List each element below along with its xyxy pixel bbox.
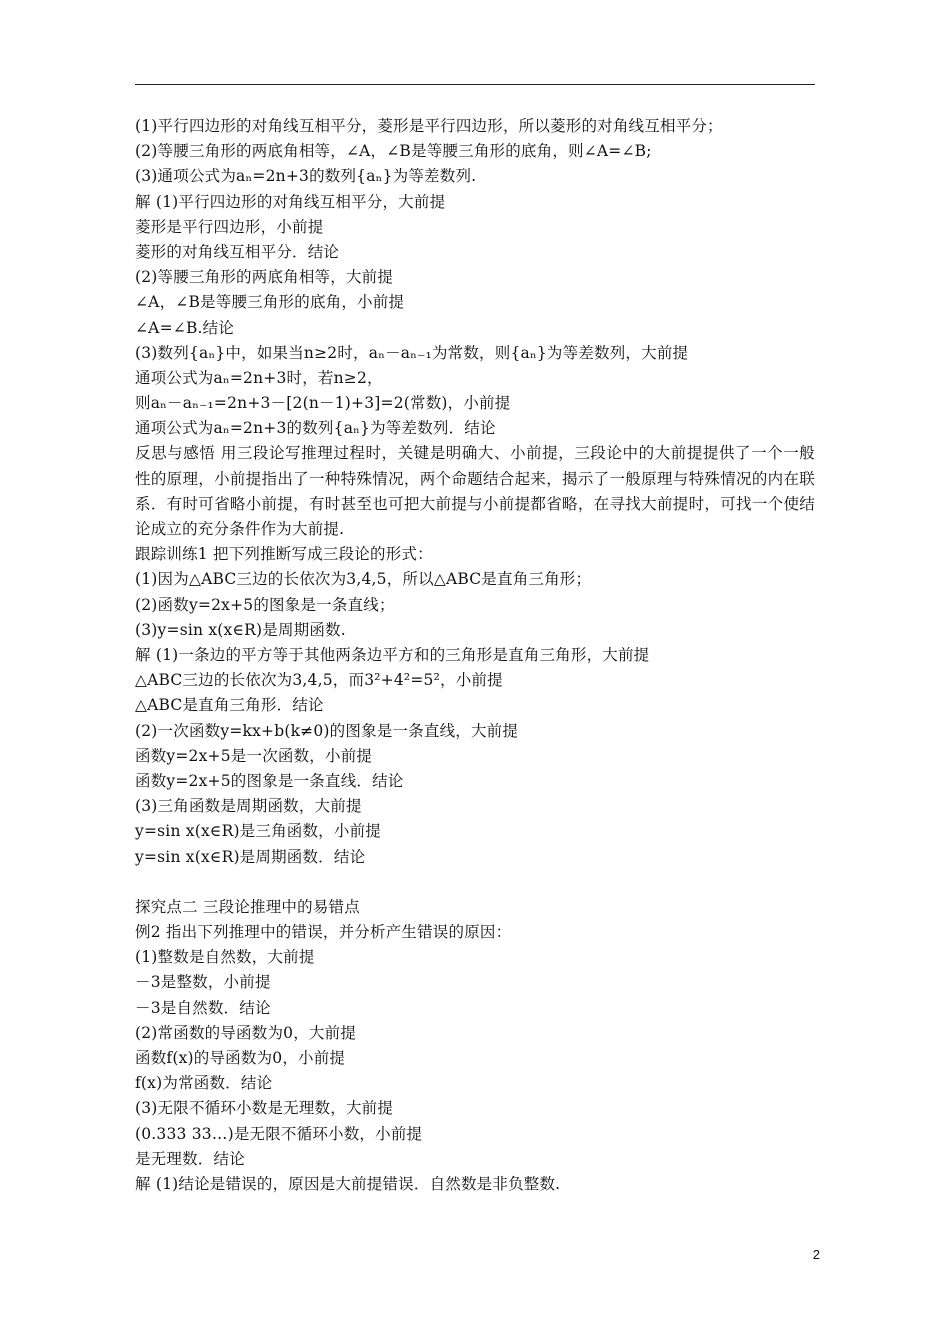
reflection-paragraph: 反思与感悟 用三段论写推理过程时，关键是明确大、小前提，三段论中的大前提提供了一个一般性的原理，小前提指出了一种特殊情况，两个命题结合起来，揭示了一般原理与特殊情况的内在联系．有时可省略小前提，有时甚至也可把大前提与小前提都省略，在寻找大前提时，可找一个使结论成立的充分条件作为大前提. <box>135 444 815 539</box>
page-number: 2 <box>812 1247 820 1262</box>
text-line: 解 (1)结论是错误的，原因是大前提错误．自然数是非负整数. <box>135 1174 561 1193</box>
text-line: (0.333 33…)是无限不循环小数，小前提 <box>135 1124 423 1143</box>
text-line: △ABC三边的长依次为3,4,5，而3²+4²=5²，小前提 <box>135 671 503 690</box>
text-line: (1)因为△ABC三边的长依次为3,4,5，所以△ABC是直角三角形； <box>135 570 592 589</box>
text-line: (3)三角函数是周期函数，大前提 <box>135 797 362 816</box>
text-line: (2)常函数的导函数为0，大前提 <box>135 1023 357 1042</box>
text-line: ∠A，∠B是等腰三角形的底角，小前提 <box>135 293 405 312</box>
text-line: (2)等腰三角形的两底角相等，大前提 <box>135 268 394 287</box>
text-line: (3)数列{aₙ}中，如果当n≥2时，aₙ－aₙ₋₁为常数，则{aₙ}为等差数列，大前提 <box>135 343 689 362</box>
text-line: 菱形是平行四边形，小前提 <box>135 217 324 236</box>
text-line: (2)函数y=2x+5的图象是一条直线； <box>135 595 395 614</box>
text-line: －3是整数，小前提 <box>135 973 271 992</box>
section-spacer <box>135 870 815 895</box>
section-heading: 探究点二 三段论推理中的易错点 <box>135 897 360 916</box>
text-line: (3)无限不循环小数是无理数，大前提 <box>135 1099 394 1118</box>
text-line: y=sin x(x∈R)是三角函数，小前提 <box>135 822 381 841</box>
text-line: 通项公式为aₙ=2n+3时，若n≥2， <box>135 368 383 387</box>
text-line: －3是自然数．结论 <box>135 998 271 1017</box>
text-line: △ABC是直角三角形．结论 <box>135 696 324 715</box>
text-line: 是无理数．结论 <box>135 1149 245 1168</box>
text-line: 例2 指出下列推理中的错误，并分析产生错误的原因： <box>135 923 512 942</box>
text-line: y=sin x(x∈R)是周期函数．结论 <box>135 847 366 866</box>
text-line: 函数y=2x+5是一次函数，小前提 <box>135 746 373 765</box>
text-line: (2)等腰三角形的两底角相等，∠A，∠B是等腰三角形的底角，则∠A=∠B; <box>135 142 652 161</box>
text-line: (1)平行四边形的对角线互相平分，菱形是平行四边形，所以菱形的对角线互相平分； <box>135 117 723 135</box>
text-line: 则aₙ－aₙ₋₁=2n+3－[2(n－1)+3]=2(常数)，小前提 <box>135 394 511 413</box>
text-line: 解 (1)平行四边形的对角线互相平分，大前提 <box>135 192 446 211</box>
text-line: (3)y=sin x(x∈R)是周期函数. <box>135 620 346 639</box>
text-line: 函数y=2x+5的图象是一条直线．结论 <box>135 771 404 790</box>
text-line: (1)整数是自然数，大前提 <box>135 948 315 967</box>
text-line: 跟踪训练1 把下列推断写成三段论的形式： <box>135 545 433 564</box>
text-line: 菱形的对角线互相平分．结论 <box>135 242 340 261</box>
text-line: 解 (1)一条边的平方等于其他两条边平方和的三角形是直角三角形，大前提 <box>135 646 650 664</box>
text-line: (3)通项公式为aₙ=2n+3的数列{aₙ}为等差数列. <box>135 167 477 186</box>
header-rule <box>135 84 815 85</box>
text-line: f(x)为常函数．结论 <box>135 1074 273 1093</box>
text-line: (2)一次函数y=kx+b(k≠0)的图象是一条直线，大前提 <box>135 721 519 740</box>
document-body <box>135 114 815 1197</box>
text-line: ∠A=∠B.结论 <box>135 318 235 337</box>
text-line: 函数f(x)的导函数为0，小前提 <box>135 1049 346 1067</box>
text-line: 通项公式为aₙ=2n+3的数列{aₙ}为等差数列．结论 <box>135 419 496 438</box>
